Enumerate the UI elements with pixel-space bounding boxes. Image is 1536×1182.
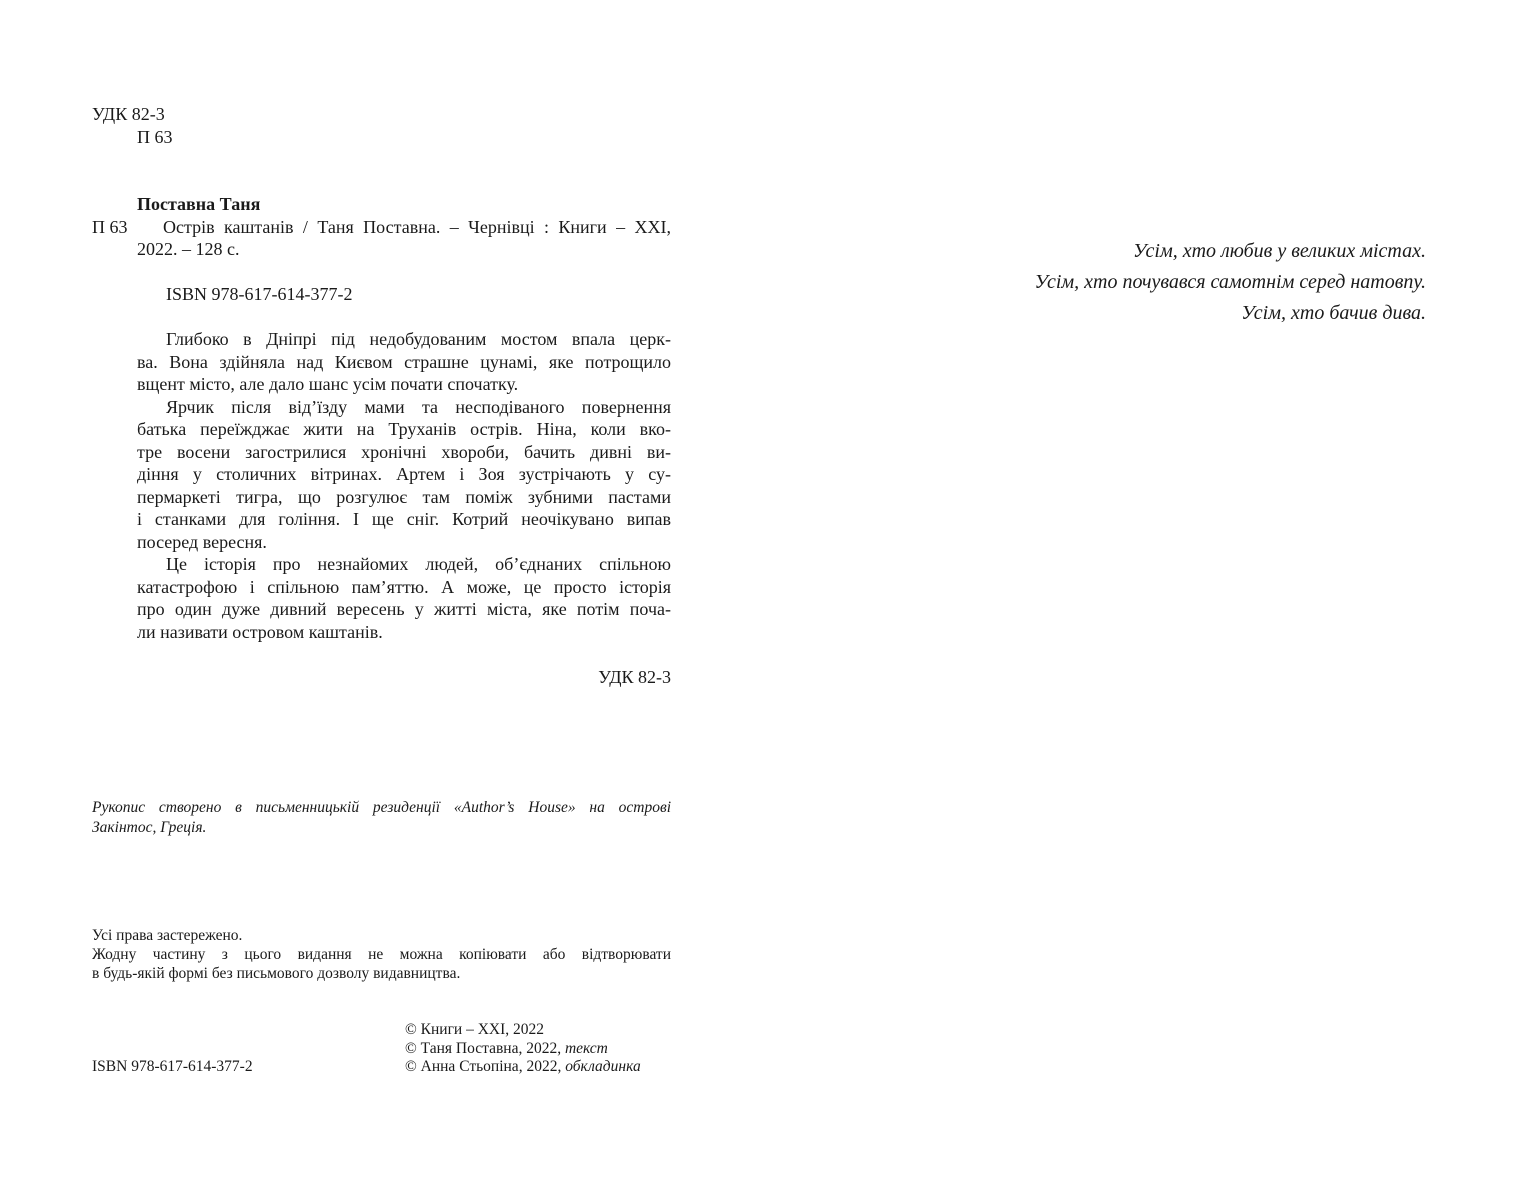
isbn-entry: ISBN 978-617-614-377-2 [166,284,353,304]
manuscript-line: Рукопис створено в письменницькій резиденції «Author’s House» на острові [92,799,671,816]
annotation-line: батька переїжджає жити на Труханів острів. Ніна, коли вко- [137,419,671,439]
copyright-publisher [405,1020,641,1039]
rights-line: Усі права застережено. [92,927,243,944]
bibliographic-line-1: Острів каштанів / Таня Поставна. – Чернівці : Книги – XXI, [163,217,671,237]
manuscript-note [92,798,671,838]
annotation-line: Глибоко в Дніпрі під недобудованим мостом впала церк- [166,329,671,349]
rights-line: в будь-якій формі без письмового дозволу видавництва. [92,965,461,982]
rights-notice [92,926,671,983]
copyright-author [405,1039,641,1058]
author-heading: Поставна Таня [137,194,261,214]
annotation-line: посеред вересня. [137,531,267,552]
manuscript-line: Закінтос, Греція. [92,819,207,836]
copyright-text: © Анна Стьопіна, 2022, [405,1058,566,1075]
annotation [137,328,671,643]
annotation-line: про один дуже дивний вересень у житті міста, яке потім поча- [137,599,671,619]
author-mark-top: П 63 [137,127,173,147]
annotation-line: катастрофою і спільною пам’яттю. А може, це просто історія [137,576,671,597]
annotation-line: діння у столичних вітринах. Артем і Зоя зустрічають у су- [137,464,671,484]
udk-code-top: УДК 82-3 [92,104,165,124]
udk-code-bottom: УДК 82-3 [598,667,671,687]
annotation-line: Ярчик після від’їзду мами та несподіваного повернення [166,396,671,417]
dedication-line: Усім, хто почувався самотнім серед натовпу. [1034,271,1426,293]
copyright-cover [405,1057,641,1076]
isbn-bottom: ISBN 978-617-614-377-2 [92,1058,253,1075]
annotation-line: Це історія про незнайомих людей, об’єднаних спільною [166,554,671,574]
dedication-line: Усім, хто бачив дива. [1241,302,1426,324]
dedication [1034,236,1426,329]
copyright-note: обкладинка [565,1058,641,1075]
dedication-line: Усім, хто любив у великих містах. [1133,240,1426,262]
copyright-text: © Таня Поставна, 2022, [405,1039,565,1057]
annotation-line: тре восени загострилися хронічні хвороби, бачить дивні ви- [137,441,671,462]
annotation-line: пермаркеті тигра, що розгулює там поміж зубними пастами [137,486,671,507]
annotation-line: ва. Вона здійняла над Києвом страшне цунамі, яке потрощило [137,351,671,372]
copyright-block [405,1020,641,1076]
copyright-note: текст [564,1039,608,1057]
annotation-line: і станками для гоління. І ще сніг. Котрий неочікувано випав [137,509,671,529]
annotation-line: ли називати островом каштанів. [137,621,383,642]
copyright-text: © Книги – XXI, 2022 [405,1021,545,1038]
bibliographic-line-2: 2022. – 128 с. [137,239,240,259]
author-mark-entry: П 63 [92,217,128,237]
annotation-line: вщент місто, але дало шанс усім почати спочатку. [137,374,519,394]
rights-line: Жодну частину з цього видання не можна копіювати або відтворювати [92,946,671,963]
